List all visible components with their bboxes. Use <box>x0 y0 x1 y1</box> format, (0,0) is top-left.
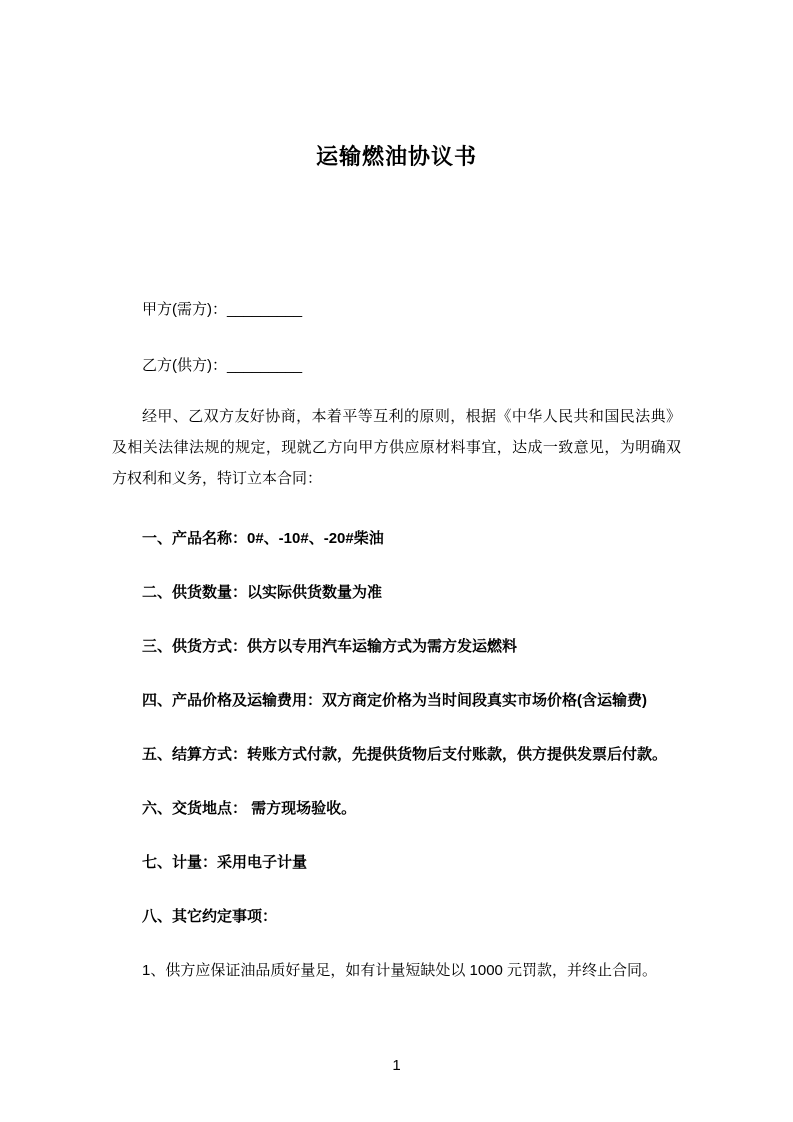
page-number: 1 <box>392 1057 401 1074</box>
party-a-line: 甲方(需方)：_________ <box>142 301 303 318</box>
clause-3-supply-method: 三、供货方式：供方以专用汽车运输方式为需方发运燃料 <box>142 638 518 655</box>
clause-2-supply-quantity: 二、供货数量：以实际供货数量为准 <box>142 584 383 601</box>
clause-7-measurement: 七、计量：采用电子计量 <box>142 854 308 871</box>
sub-item-1-quality-guarantee: 1、供方应保证油品质好量足，如有计量短缺处以 1000 元罚款，并终止合同。 <box>142 962 658 979</box>
clause-1-product-name: 一、产品名称：0#、-10#、-20#柴油 <box>142 530 384 547</box>
clause-4-price-and-freight: 四、产品价格及运输费用：双方商定价格为当时间段真实市场价格(含运输费) <box>142 692 647 709</box>
preamble-paragraph: 经甲、乙双方友好协商，本着平等互利的原则，根据《中华人民共和国民法典》及相关法律法规的规定，现就乙方向甲方供应原材料事宜，达成一致意见，为明确双方权利和义务，特订立本合同： <box>112 408 681 487</box>
document-title: 运输燃油协议书 <box>315 144 477 169</box>
clause-5-settlement-method: 五、结算方式：转账方式付款，先提供货物后支付账款，供方提供发票后付款。 <box>142 746 668 763</box>
clause-6-delivery-location: 六、交货地点： 需方现场验收。 <box>142 800 357 817</box>
party-b-line: 乙方(供方)：_________ <box>142 357 303 374</box>
clause-8-other-terms: 八、其它约定事项： <box>142 908 278 925</box>
